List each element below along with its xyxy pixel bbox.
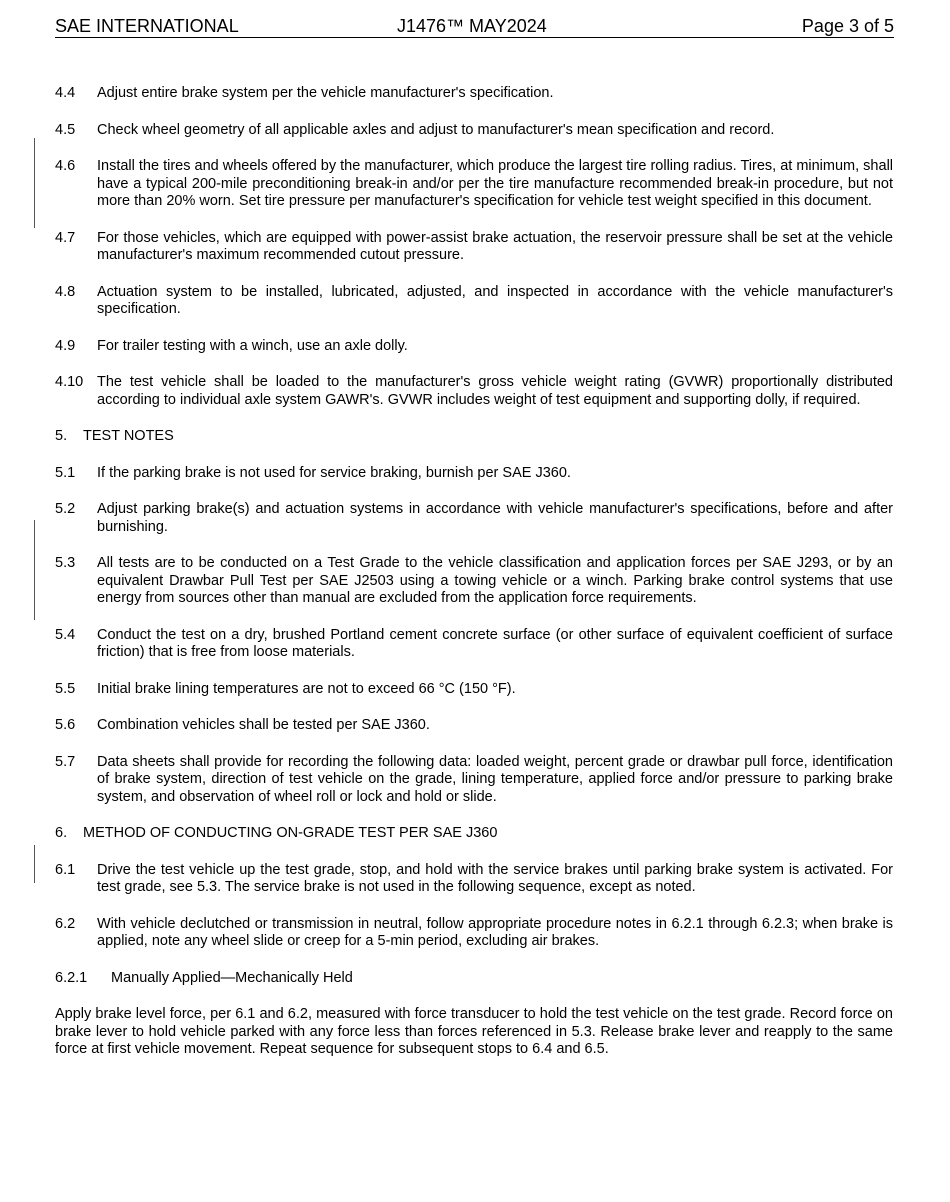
clause-4-7 — [55, 230, 893, 265]
clause-number: 5.1 — [55, 464, 76, 481]
clause-text: Conduct the test on a dry, brushed Portland cement concrete surface (or other surface of equivalent coefficient of surface friction) that is free from loose materials. — [97, 626, 893, 660]
clause-text: With vehicle declutched or transmission in neutral, follow appropriate procedure notes in 6.2.1 through 6.2.3; when brake is applied, note any wheel slide or creep for a 5-min period, excluding air brakes. — [97, 915, 893, 949]
page-header — [55, 15, 894, 38]
clause-5-4 — [55, 627, 893, 662]
clause-number: 5.5 — [55, 680, 76, 697]
section-number: 6. — [55, 825, 68, 841]
clause-text: Drive the test vehicle up the test grade, stop, and hold with the service brakes until parking brake system is activated. For test grade, see 5.3. The service brake is not used in the following sequence, except as noted. — [97, 861, 893, 895]
header-page-number: Page 3 of 5 — [801, 16, 894, 36]
clause-4-10 — [55, 374, 893, 409]
clause-text: The test vehicle shall be loaded to the manufacturer's gross vehicle weight rating (GVWR) proportionally distributed according to individual axle system GAWR's. GVWR includes weight of test equipment and supporting dolly, if required. — [97, 374, 893, 408]
section-5-heading — [55, 428, 893, 446]
clause-6-1 — [55, 862, 893, 897]
clause-number: 5.4 — [55, 626, 76, 643]
clause-text: Install the tires and wheels offered by the manufacturer, which produce the largest tire rolling radius. Tires, at minimum, shall have a typical 200-mile preconditioning break-in and/or per the tire manufacture recommended break-in procedure, but not more than 20% worn. Set tire pressure per manufacturer's specification for vehicle test weight specified in this document. — [97, 158, 894, 209]
subsection-6-2-1-heading — [55, 970, 893, 988]
clause-5-3 — [55, 555, 893, 608]
clause-number: 4.8 — [55, 283, 76, 300]
clause-number: 4.7 — [55, 229, 76, 246]
clause-number: 5.3 — [55, 555, 76, 571]
clause-5-5 — [55, 681, 893, 699]
clause-number: 4.10 — [55, 374, 84, 390]
clause-text: If the parking brake is not used for service braking, burnish per SAE J360. — [97, 464, 571, 481]
clause-text: Check wheel geometry of all applicable axles and adjust to manufacturer's mean specification and record. — [97, 121, 775, 138]
clause-text: Data sheets shall provide for recording the following data: loaded weight, percent grade or drawbar pull force, identification of brake system, direction of test vehicle on the grade, lining temperature, applied force and/or pressure to parking brake system, and observation of wheel roll or lock and hold or slide. — [97, 753, 893, 805]
section-title: TEST NOTES — [83, 428, 174, 444]
clause-text: For trailer testing with a winch, use an axle dolly. — [97, 337, 408, 354]
clause-5-7 — [55, 754, 893, 807]
revision-bar — [34, 138, 35, 228]
subsection-6-2-1-body: Apply brake level force, per 6.1 and 6.2, measured with force transducer to hold the test vehicle on the test grade. Record force on brake lever to hold vehicle parked with any force less than forces referenced in 5.3. Release brake lever and reapply to the same force at first vehicle movement. Repeat sequence for subsequent stops to 6.4 and 6.5. — [55, 1006, 893, 1057]
clause-number: 5.6 — [55, 717, 76, 733]
clause-number: 4.9 — [55, 337, 76, 354]
header-org: SAE INTERNATIONAL — [55, 16, 239, 36]
clause-number: 5.2 — [55, 501, 76, 517]
clause-5-2 — [55, 501, 893, 536]
clause-number: 4.5 — [55, 121, 76, 138]
clause-number: 5.7 — [55, 753, 76, 770]
clause-4-4 — [55, 85, 893, 103]
clause-number: 6.1 — [55, 861, 76, 878]
clause-4-5 — [55, 122, 893, 140]
clause-text: All tests are to be conducted on a Test Grade to the vehicle classification and application forces per SAE J293, or by an equivalent Drawbar Pull Test per SAE J2503 using a towing vehicle or a winch. Parking brake control systems that use energy from sources other than manual are excluded from the application force requirements. — [97, 555, 893, 606]
clause-text: Initial brake lining temperatures are not to exceed 66 °C (150 °F). — [97, 680, 516, 697]
clause-4-6 — [55, 158, 893, 211]
clause-6-2 — [55, 916, 893, 951]
section-number: 5. — [55, 428, 68, 444]
document-body — [55, 85, 893, 1059]
revision-bar — [34, 845, 35, 883]
subsection-title: Manually Applied—Mechanically Held — [111, 969, 353, 986]
clause-number: 4.6 — [55, 158, 76, 174]
clause-text: Adjust entire brake system per the vehicle manufacturer's specification. — [97, 85, 554, 101]
clause-text: Combination vehicles shall be tested per SAE J360. — [97, 717, 430, 733]
section-6-heading — [55, 825, 893, 843]
clause-text: Actuation system to be installed, lubricated, adjusted, and inspected in accordance with the vehicle manufacturer's specification. — [97, 283, 893, 317]
clause-5-6 — [55, 717, 893, 735]
section-title: METHOD OF CONDUCTING ON-GRADE TEST PER SAE J360 — [83, 825, 498, 841]
subsection-number: 6.2.1 — [55, 969, 88, 986]
header-doc-id: J1476™ MAY2024 — [397, 16, 547, 36]
clause-4-9 — [55, 338, 893, 356]
clause-text: Adjust parking brake(s) and actuation systems in accordance with vehicle manufacturer's specifications, before and after burnishing. — [97, 501, 893, 535]
clause-4-8 — [55, 284, 893, 319]
clause-number: 6.2 — [55, 915, 76, 932]
clause-number: 4.4 — [55, 85, 76, 101]
clause-text: For those vehicles, which are equipped with power-assist brake actuation, the reservoir pressure shall be set at the vehicle manufacturer's maximum recommended cutout pressure. — [97, 229, 893, 263]
clause-5-1 — [55, 465, 893, 483]
revision-bar — [34, 520, 35, 620]
